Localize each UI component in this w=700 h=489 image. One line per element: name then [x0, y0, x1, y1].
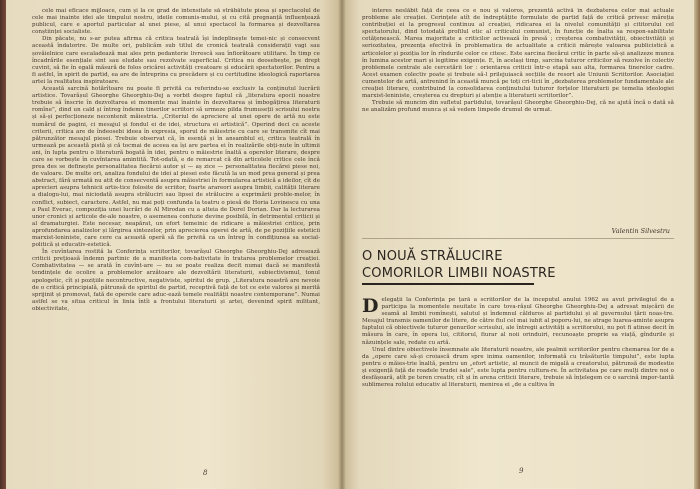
paragraph-text: elegații la Conferința pe țară a scriitorilor de la începutul anului 1962 au avut privilegiul de a participa la momentele neuitate în care tova-rășul Gheorghe Gheorghiu-Dej a adresat mișcării de seamă al limbii romînești, salutul și îndemnul călduros al partidului și al guvernului țării noas-tre. Mesajul transmis oamenilor de litere, de către fiul cel mai iubit al poporu-lui, ne atrage luarea-aminte asupra faptului că obiectivele tuturor genurilor scrisului, ale întregii activități a scriitorului, nu pot fi atinse decit în măsura în care, în opera lui, cititorul, fiurar al noii orinduiri, recunoaște proprie sa viață, gîndurile și năzuințele sale, redate cu artă.: [362, 297, 674, 346]
paragraph: [362, 297, 674, 347]
paragraph: Trebuie să muncim din sufletul partidului, tovarășul Gheorghe Gheorghiu-Dej, că ne ajută încă o dată să ne analizăm profund munca și să vedem limpede drumul de urmat.: [362, 100, 674, 114]
article-body: [362, 297, 674, 439]
paragraph: Din păcate, nu s-ar putea afirma că critica teatrală își îndeplinește temei-nic și consecvent această îndatorire. De multe ori, publicăm sub titlul de cronică teatrală considerații vagi sau șovăielnice care escaladează mai ales prin pedanterie livrescă sau înfiorătoare utilitare. În timp ce încadrările esențiale sint sau eludate sau rezolvate superficial. Critica nu deosebește, pe drept cuvint, să fie în egală măsură de folos oricărei activități creatoare și educării spectatorilor. Pentru a fi astfel, în spirit de partid, ea are de întreprins cu precădere și cu certitudine ideologică raportarea artei la realitatea inspiratoare.: [32, 36, 320, 85]
paragraph: Unul dintre obiectivele însemnate ale literaturii noastre, ale psalmii scriitorilor pentru chemarea lor de a da „opere care să-și croiască drum spre inima oamenilor, informată cu trăsăturile timpului”, este lupta pentru o măies-trie înaltă, pentru un „efort artistic, al muncii de migală a creatorului, pătrunsă de modestie și exigență față de roadele trudei sale”, este lupta pentru cultura-re. În activitatea pe care mulți dintre noi o desfășoară, atît pe teren creativ, cît și în arena criticii literare, trebuie să înțelegem ce o sarcină impor-tantă sublimerea rolului educativ al literaturii, menirea ei „de a cultiva în: [362, 346, 674, 389]
left-page-text: [32, 8, 320, 426]
right-page-text: [362, 8, 674, 228]
book-edge: [694, 0, 700, 489]
article-title: O NOUĂ STRĂLUCIRE COMORILOR LIMBII NOASTRE: [362, 249, 556, 281]
paragraph: cele mai eficace mijloace, cum și la ce grad de intensitate să străbătute piesa și spectacolul de cele mai inainte idei ale timpului nostru, ideile comunis-mului, și cu cită pregnanță influențează publicul, care e aportul particular al unei piese, al unui spectacol la formarea și dezvoltarea conștiinței socialiste.: [32, 8, 320, 36]
book-gutter: [338, 0, 346, 489]
section-divider: [362, 238, 674, 239]
title-underline: [362, 283, 534, 285]
author-signature: Valentin Silvestru: [611, 227, 670, 235]
page-number-right: 9: [519, 467, 524, 475]
right-page: [342, 0, 694, 489]
drop-cap: D: [362, 297, 379, 317]
paragraph: În cuvîntarea rostită la Conferința scriitorilor, tovarășul Gheorghe Gheorghiu-Dej adresează criticii prețioasă îndemn partinic de a manifesta com-bativitate în tratarea problemelor creației. Combativitatea — se arată în cuvînt-are — nu se poate realiza decit numai dacă se manifestă tendințele de ocolire a problemelor arzătoare ale dezvoltării literaturii, subiectivismul, tonul apologetic, cît și pozițiile necontructive, negativiste, spiritul de grup. „Literatura noastră are nevoie de o critică principială, pătrunsă de spiritul de partid, receptivă față de tot ce este valoros și merită sprijinit și promovat, fată de operele care aduc-ează temele realității noastre contemporane”. Numai astfel se va situa criticul în linia întîi a frontului literaturii și artei, devenind spirit militant, obiectivitate,: [32, 249, 320, 312]
page-number-left: 8: [203, 469, 208, 477]
left-page: [6, 0, 342, 489]
paragraph: interes neslăbit față de ceea ce e nou și valoros, prezentă activă în dezbaterea celor mai actuale probleme ale creației. Cerințele atît de îndreptățite formulate de partid față de critică privesc măreția contribuției ei la progresul continuu al creației, ridicarea ei la nivelul comunității și cititorului cel spectatorului, dind totodată profilul etic al criticului comunist, în funcție de înalta sa respon-sabilitate cetățenească. Marea majoritate a criticilor activează în presă ; creșterea combativității, obiectivității și seriozitatea, prezența efectivă în problematica de actualitate a criticii mărește valoarea publicistică a articolelor și poziția lor în rîndurile celor ce citesc. Este sarcina fiecărui critic în parte să-și analizeze munca în lumina acestor mari și legitime exigențe. E, în același timp, sarcina tuturor criticilor să rezolve în colectiv problemele centrale ale cercetării lor : orientarea criticii într-o etapă sau alta, formarea tinerelor cadre. Acest examen colectiv poate și trebuie să-l prilejuiască secțiile de resort ale Uniunii Scriitorilor. Asociației cumentelor de artă, antrenind în această muncă pe toți cri-ticii în „dezbaterea problemelor fundamentale ale creației literare, contribuind la consolidarea conținutului tuturor forțelor literaturii pe temelia ideologiei marxist-leniniste, creșterea cu drepturi și atenție a literaturii scriitorilor”.: [362, 8, 674, 100]
paragraph: Această sarcină hotărîtoare nu poate fi privită ca referindu-se exclusiv la conținutul lucrării artistice. Tovarășul Gheorghe Gheorghiu-Dej a vorbit despre faptul că „literatura epocii noastre trebuie să înscrie în dezvoltarea ei momente mai înainte în dezvoltarea și îmbogățirea literaturii romîne”, dind un cald și întreg îndemn tinerilor scriitori să urmeze pilda frumuseții scrisului nostru și să-și perfecționeze necontenit măiestria. „Criteriul de apreciere al unei opere de artă nu este numărul de pagini, ci mesajul și fondul ei de idei, structura ei artistică”. Operind deci cu aceste criterii, critica are de îndeosebi ideea în expresia, sporul de măiestrie cu care se transmite cît mai pătrunzător mesajul piesei. Trebuie observat că, în esență și în ansamblul ei, critica teatrală în urmează pe această pistă și că tocmai de aceea ea își are partea ei în realizările obți-nute în ultimii ani, în lupta pentru o literatură bogată în idei, pentru o măiestrie înaltă a operelor literare, despre care se vorbește în cuvîntarea amintită. Tot-odată, e de remarcat că din articolele critice cele încă prea des se definește personalitatea fiecărui autor și — aș zice — personalitatea fiecărei piese noi, de valoare. De multe ori, analiza fondului de idei al piesei este făcută la un mod prea general și prea abstract, fără urmată nu atit de consecventă asupra măiestriei în formularea artistică a ideilor, cît de aprecieri asupra tehnicii artis-tice folosite de scriitor, foarte arareori asupra limbii, calității literare a dialogu-lui, mai niciodată asupra străluciri sau lipsei de strălucire a exprimării proble-melor, în conflict, subiect, caractere. Astfel, nu mai poți confunda la teatru o piesă de Horia Lovinescu cu una a Paul Everac, compoziția unei lucrări de Al Mirodan cu a alteia de Dorel Dorian. Dar la lecturarea unor cronici și articole de-ale noastre, o asemenea confuzie devine posibilă, în detrimentul criticii și al dramaturgiei. Este necesar, neapărat, un efort temeinic de ridicare a măiestriei critice, prin aprofundarea analizelor și lărgirea sintezelor, prin aprecierea operei de artă, de pe pozițiile esteticii marxist-leniniste, care cere ca această operă să fie privită ca un întreg în condițiunea sa social-politică și educativ-estetică.: [32, 86, 320, 249]
